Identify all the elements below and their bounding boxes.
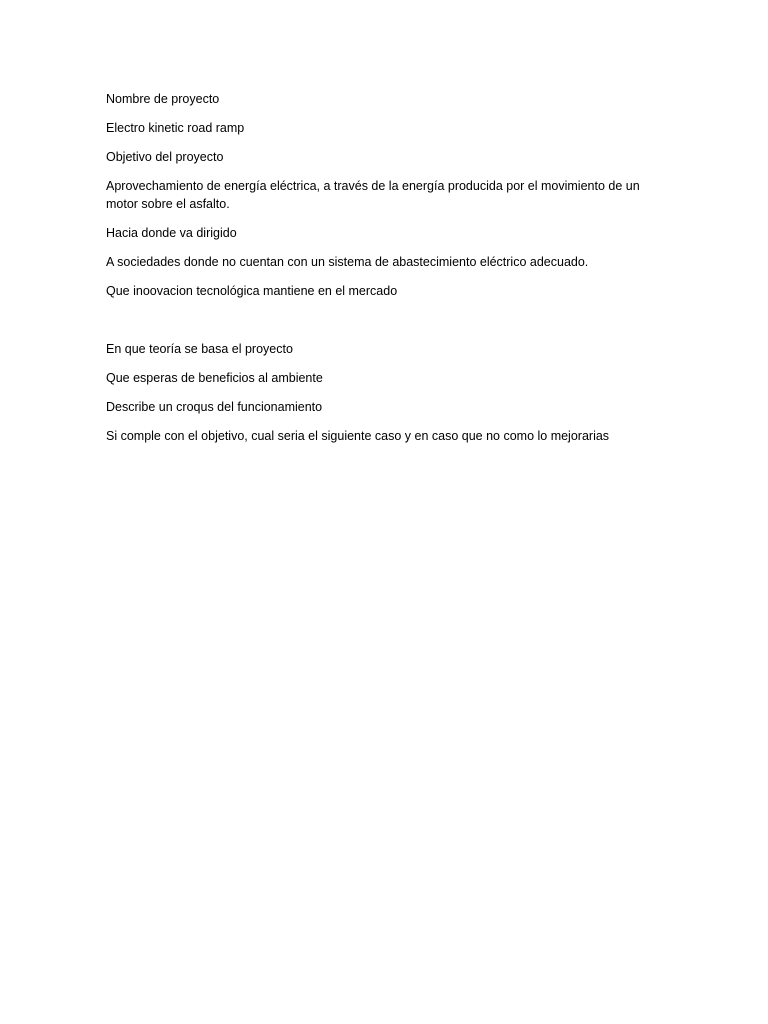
- paragraph-target-label: Hacia donde va dirigido: [106, 226, 237, 240]
- paragraph-objective-value: Aprovechamiento de energía eléctrica, a través de la energía producida por el movimiento de un motor sobre el asfalto.: [106, 179, 640, 211]
- paragraph-benefits-label: Que esperas de beneficios al ambiente: [106, 371, 323, 385]
- paragraph-project-name-label: Nombre de proyecto: [106, 92, 220, 106]
- paragraph-sketch-label: Describe un croqus del funcionamiento: [106, 400, 323, 414]
- document-body: [106, 90, 666, 456]
- paragraph-next-case-label: Si comple con el objetivo, cual seria el siguiente caso y en caso que no como lo mejorarias: [106, 429, 610, 443]
- paragraph-target-value: A sociedades donde no cuentan con un sistema de abastecimiento eléctrico adecuado.: [106, 255, 589, 269]
- paragraph-theory-label: En que teoría se basa el proyecto: [106, 342, 293, 356]
- paragraph-project-name-value: Electro kinetic road ramp: [106, 121, 245, 135]
- paragraph-objective-label: Objetivo del proyecto: [106, 150, 224, 164]
- empty-line: [106, 311, 666, 340]
- paragraph-innovation-label: Que inoovacion tecnológica mantiene en el mercado: [106, 284, 398, 298]
